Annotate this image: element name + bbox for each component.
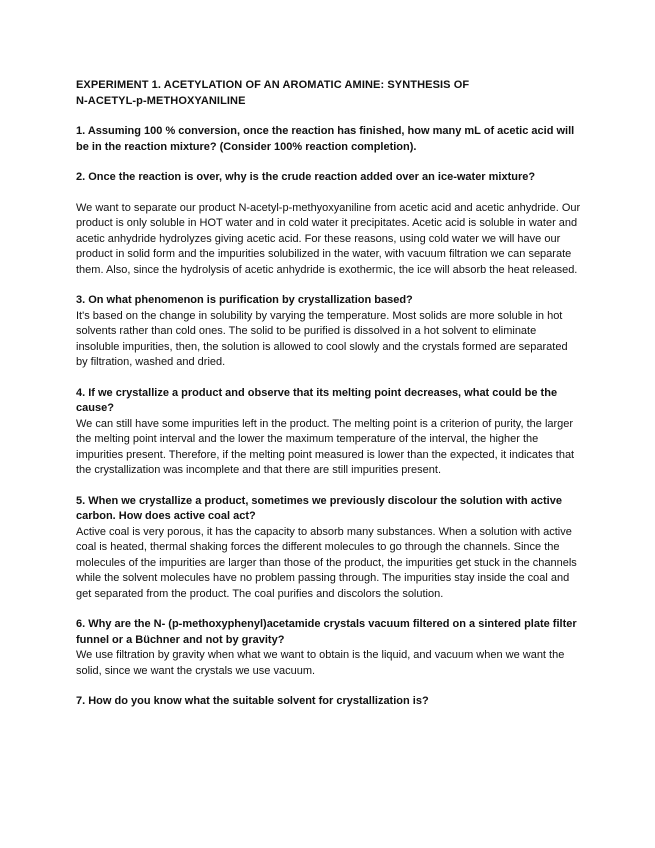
question-6: 6. Why are the N- (p-methoxyphenyl)acetamide crystals vacuum filtered on a sintered plate filter funnel or a Büchner and not by gravity?	[76, 618, 577, 646]
question-4: 4. If we crystallize a product and observe that its melting point decreases, what could be the cause?	[76, 386, 558, 414]
question-block-3	[76, 293, 581, 371]
question-block-1	[76, 124, 581, 155]
document-page	[76, 78, 581, 725]
question-block-6	[76, 617, 581, 679]
question-3: 3. On what phenomenon is purification by crystallization based?	[76, 294, 413, 306]
question-block-5	[76, 494, 581, 603]
question-1: 1. Assuming 100 % conversion, once the reaction has finished, how many mL of acetic acid will be in the reaction mixture? (Consider 100% reaction completion).	[76, 125, 575, 153]
document-title	[76, 78, 581, 109]
title-line-1: EXPERIMENT 1. ACETYLATION OF AN AROMATIC AMINE: SYNTHESIS OF	[76, 79, 470, 91]
question-block-7	[76, 694, 581, 710]
answer-5: Active coal is very porous, it has the capacity to absorb many substances. When a solution with active coal is heated, thermal shaking forces the different molecules to go through the channels. Since the molecules of the impurities are larger than those of the product, the impurities get stuck in the channels while the solvent molecules have no problem passing through. The impurities stay inside the coal and get separated from the product. The coal purifies and discolors the solution.	[76, 525, 577, 600]
question-block-2	[76, 170, 581, 278]
answer-4: We can still have some impurities left in the product. The melting point is a criterion of purity, the larger the melting point interval and the lower the maximum temperature of the interval, the higher the impurities present. Therefore, if the melting point measured is lower than the expected, it indicates that the crystallization was incomplete and that there are still impurities present.	[76, 417, 575, 476]
answer-3: It's based on the change in solubility by varying the temperature. Most solids are more soluble in hot solvents rather than cold ones. The solid to be purified is dissolved in a hot solvent to eliminate insoluble impurities, then, the solution is allowed to cool slowly and the crystals formed are separated by filtration, washed and dried.	[76, 309, 568, 368]
answer-2: We want to separate our product N-acetyl-p-methyoxyaniline from acetic acid and acetic anhydride. Our product is only soluble in HOT water and in cold water it precipitates. Acetic acid is soluble in water and acetic anhydride hydrolyzes giving acetic acid. For these reasons, using cold water we will have our product in solid form and the impurities solubilized in the water, with vacuum filtration we can separate them. Also, since the hydrolysis of acetic anhydride is exothermic, the ice will absorb the heat released.	[76, 201, 581, 276]
question-7: 7. How do you know what the suitable solvent for crystallization is?	[76, 695, 429, 707]
question-5: 5. When we crystallize a product, sometimes we previously discolour the solution with active carbon. How does active coal act?	[76, 494, 562, 522]
answer-6: We use filtration by gravity when what we want to obtain is the liquid, and vacuum when we want the solid, since we want the crystals we use vacuum.	[76, 649, 565, 677]
question-2: 2. Once the reaction is over, why is the crude reaction added over an ice-water mixture?	[76, 171, 536, 183]
question-block-4	[76, 386, 581, 479]
title-line-2: N-ACETYL-p-METHOXYANILINE	[76, 94, 246, 107]
